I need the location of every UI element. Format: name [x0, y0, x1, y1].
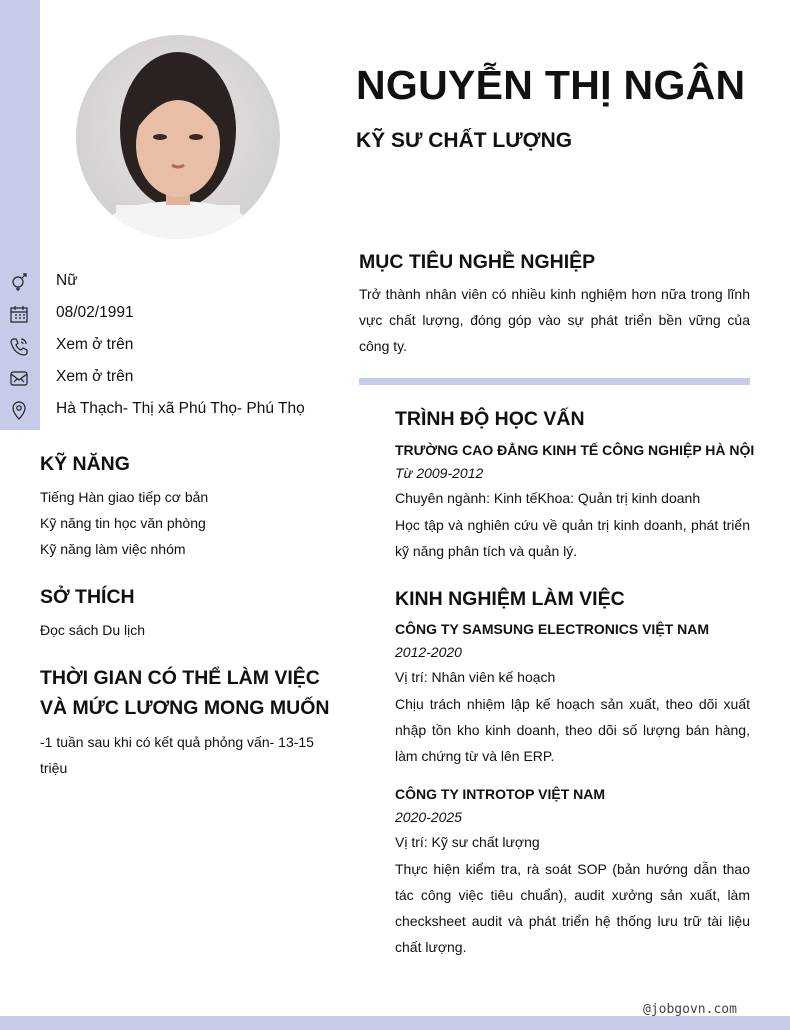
contact-phone [0, 334, 340, 358]
job-period: 2020-2025 [395, 809, 462, 825]
contact-email [0, 366, 340, 390]
objective-heading: MỤC TIÊU NGHỀ NGHIỆP [359, 251, 596, 273]
job-position: Vị trí: Kỹ sư chất lượng [395, 834, 540, 850]
contact-value: Xem ở trên [56, 368, 134, 385]
job-description: Chịu trách nhiệm lập kế hoạch sản xuất, theo dõi xuất nhập tồn kho kinh doanh, theo dõi số lượng bán hàng, làm chứng từ và lên ERP. [395, 696, 750, 764]
contact-value: Nữ [56, 272, 78, 289]
experience-heading: KINH NGHIỆM LÀM VIỆC [395, 588, 625, 610]
location-pin-icon [9, 400, 29, 420]
gender-icon [9, 272, 29, 292]
education-description: Học tập và nghiên cứu về quản trị kinh doanh, phát triển kỹ năng phân tích và quản lý. [395, 517, 750, 559]
education-school: TRƯỜNG CAO ĐẲNG KINH TẾ CÔNG NGHIỆP HÀ NỘI [395, 442, 755, 458]
avatar-photo [76, 35, 280, 239]
availability-heading-line2: VÀ MỨC LƯƠNG MONG MUỐN [40, 697, 330, 719]
hobbies-heading: SỞ THÍCH [40, 586, 135, 608]
phone-icon [9, 336, 29, 356]
job-period: 2012-2020 [395, 644, 462, 660]
candidate-name: NGUYỄN THỊ NGÂN [356, 62, 746, 108]
skills-heading: KỸ NĂNG [40, 453, 130, 475]
contact-address [0, 398, 340, 422]
education-major: Chuyên ngành: Kinh tếKhoa: Quản trị kinh doanh [395, 490, 701, 506]
education-period: Từ 2009-2012 [395, 465, 484, 481]
skill-item: Tiếng Hàn giao tiếp cơ bản [40, 489, 209, 505]
hobbies-text: Đọc sách Du lịch [40, 622, 146, 638]
job-description: Thực hiện kiểm tra, rà soát SOP (bản hướng dẫn thao tác công việc tiêu chuẩn), audit xưởng sản xuất, làm checksheet audit và phát triển hệ thống lưu trữ tài liệu chất lượng. [395, 861, 750, 955]
watermark: @jobgovn.com [643, 1002, 737, 1017]
contact-value: Xem ở trên [56, 336, 134, 353]
availability-heading-line1: THỜI GIAN CÓ THỂ LÀM VIỆC [40, 667, 320, 689]
contact-value: Hà Thạch- Thị xã Phú Thọ- Phú Thọ [56, 400, 305, 417]
objective-text: Trở thành nhân viên có nhiều kinh nghiệm hơn nữa trong lĩnh vực chất lượng, đóng góp vào sự phát triển bền vững của công ty. [359, 286, 750, 354]
calendar-icon [9, 304, 29, 324]
candidate-job-title: KỸ SƯ CHẤT LƯỢNG [356, 129, 573, 152]
section-divider [359, 378, 750, 385]
job-position: Vị trí: Nhân viên kế hoạch [395, 669, 556, 685]
footer-accent-bar [0, 1016, 790, 1030]
job-company: CÔNG TY SAMSUNG ELECTRONICS VIỆT NAM [395, 621, 709, 637]
contact-birthdate [0, 302, 340, 326]
education-heading: TRÌNH ĐỘ HỌC VẤN [395, 408, 585, 430]
contact-gender [0, 270, 340, 294]
availability-text: -1 tuần sau khi có kết quả phỏng vấn- 13-15 triệu [40, 734, 314, 776]
mail-icon [9, 368, 29, 388]
contact-value: 08/02/1991 [56, 304, 134, 321]
skill-item: Kỹ năng làm việc nhóm [40, 541, 186, 557]
skill-item: Kỹ năng tin học văn phòng [40, 515, 206, 531]
job-company: CÔNG TY INTROTOP VIỆT NAM [395, 786, 606, 802]
avatar [76, 35, 280, 239]
